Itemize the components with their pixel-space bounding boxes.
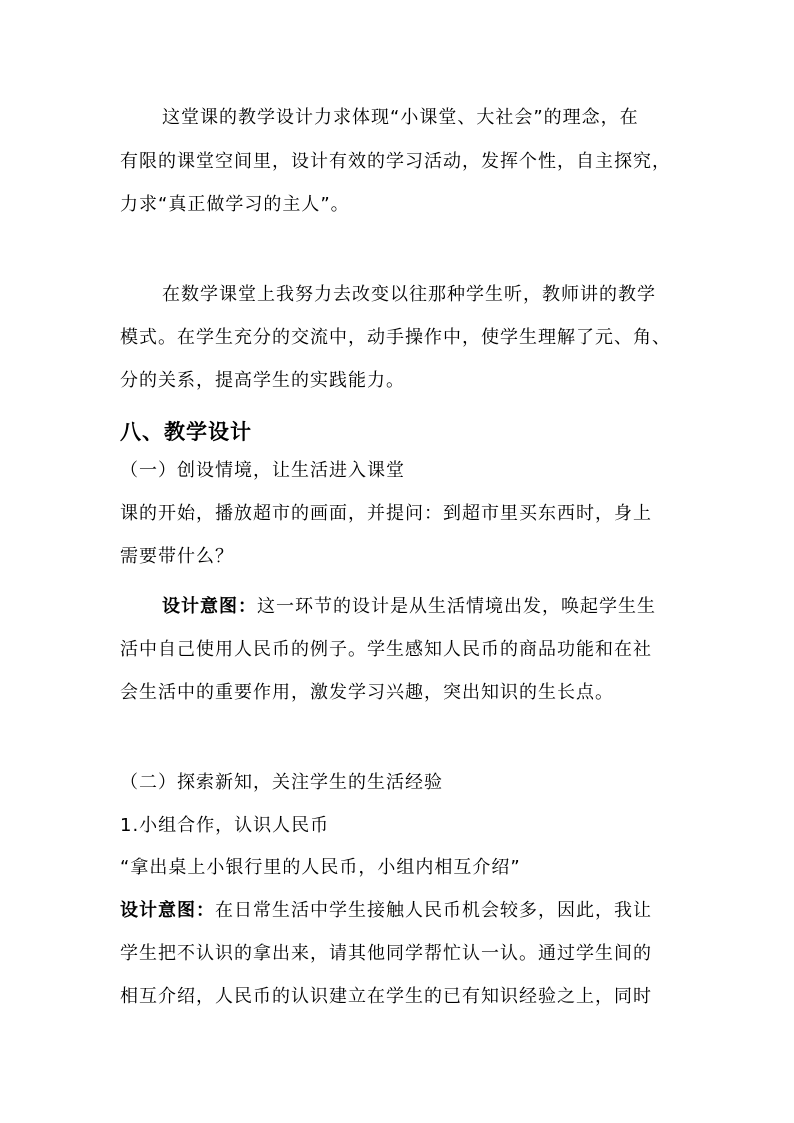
subsection-1-title: （一）创设情境，让生活进入课堂	[120, 460, 405, 481]
subsection-1-intent-line-2: 活中自己使用人民币的例子。学生感知人民币的商品功能和在社	[120, 639, 652, 660]
design-intent-label: 设计意图：	[162, 596, 257, 617]
subsection-2-quote: “拿出桌上小银行里的人民币，小组内相互介绍”	[120, 857, 521, 878]
paragraph-1-line-3: 力求“真正做学习的主人”。	[120, 194, 350, 215]
subsection-1-intent-line-1	[162, 595, 656, 619]
design-intent-text: 这一环节的设计是从生活情境出发，唤起学生生	[257, 596, 656, 617]
design-intent-text: 在日常生活中学生接触人民币机会较多，因此，我让	[215, 900, 652, 921]
section-heading: 八、教学设计	[120, 420, 252, 444]
subsection-1-line-1: 课的开始，播放超市的画面，并提问：到超市里买东西时，身上	[120, 503, 652, 524]
paragraph-2-line-2: 模式。在学生充分的交流中，动手操作中，使学生理解了元、角、	[120, 327, 671, 348]
paragraph-2-line-3: 分的关系，提高学生的实践能力。	[120, 370, 405, 391]
subsection-2-title: （二）探索新知，关注学生的生活经验	[120, 772, 443, 793]
paragraph-1-line-2: 有限的课堂空间里，设计有效的学习活动，发挥个性，自主探究，	[120, 151, 671, 172]
subsection-1-line-2: 需要带什么？	[120, 546, 234, 567]
subsection-1-intent-line-3: 会生活中的重要作用，激发学习兴趣，突出知识的生长点。	[120, 682, 614, 703]
subsection-2-intent-line-1	[120, 899, 652, 923]
paragraph-2-line-1: 在数学课堂上我努力去改变以往那种学生听，教师讲的教学	[162, 284, 656, 305]
paragraph-1-line-1: 这堂课的教学设计力求体现“小课堂、大社会”的理念，在	[162, 107, 639, 128]
design-intent-label: 设计意图：	[120, 900, 215, 921]
subsection-2-intent-line-2: 学生把不认识的拿出来，请其他同学帮忙认一认。通过学生间的	[120, 943, 652, 964]
subsection-2-intent-line-3: 相互介绍，人民币的认识建立在学生的已有知识经验之上，同时	[120, 986, 652, 1007]
subsection-2-item-1-title: 1.小组合作，认识人民币	[120, 815, 330, 836]
